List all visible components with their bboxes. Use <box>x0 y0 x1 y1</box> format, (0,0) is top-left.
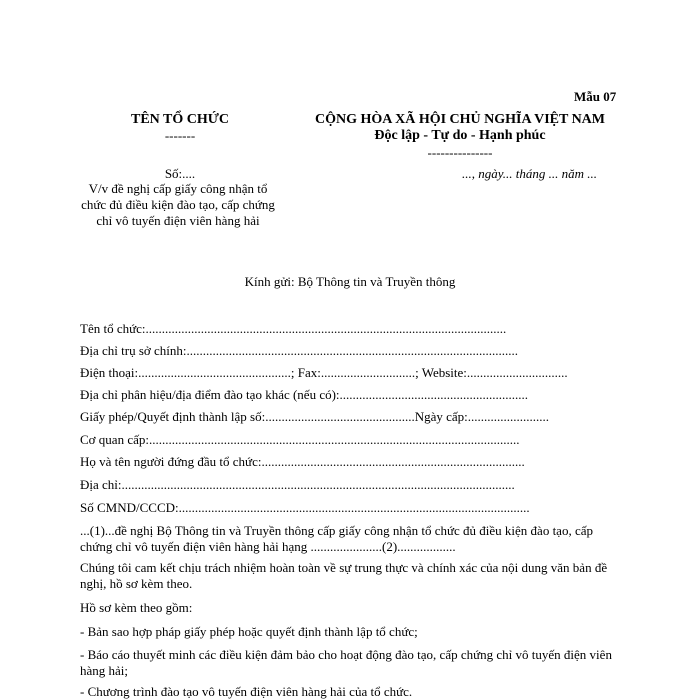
motto-divider: --------------- <box>427 145 493 160</box>
recipient-line: Kính gửi: Bộ Thông tin và Truyền thông <box>244 274 456 289</box>
attachment-item: - Báo cáo thuyết minh các điều kiện đảm bảo cho hoạt động đào tạo, cấp chứng chỉ vô tuyến điện viên hàng hải; <box>80 647 612 678</box>
attachments-heading: Hồ sơ kèm theo gồm: <box>80 600 193 615</box>
field-branch-address: Địa chỉ phân hiệu/địa điểm đào tạo khác (nếu có):.......................................................... <box>80 387 529 402</box>
document-number: Số:.... <box>164 166 196 181</box>
national-motto: Độc lập - Tự do - Hạnh phúc <box>374 128 546 143</box>
field-id-number: Số CMND/CCCD:............................................................................................................ <box>80 500 530 515</box>
field-head-office: Địa chỉ trụ sở chính:...................................................................................................... <box>80 343 519 358</box>
field-issuing-agency: Cơ quan cấp:.................................................................................................................. <box>80 432 520 447</box>
national-title: CỘNG HÒA XÃ HỘI CHỦ NGHĨA VIỆT NAM <box>314 112 605 127</box>
field-contact: Điện thoại:...............................................; Fax:.............................; Website:............................... <box>80 365 568 380</box>
field-license: Giấy phép/Quyết định thành lập số:..............................................Ngày cấp:......................... <box>80 409 550 424</box>
document-subject: V/v đề nghị cấp giấy công nhận tổ chức đủ điều kiện đào tạo, cấp chứng chỉ vô tuyến điện viên hàng hải <box>81 181 275 228</box>
commitment-paragraph: Chúng tôi cam kết chịu trách nhiệm hoàn toàn về sự trung thực và chính xác của nội dung văn bản đề nghị, hồ sơ kèm theo. <box>80 560 608 591</box>
organization-name: TÊN TỔ CHỨC <box>130 112 229 127</box>
form-mark: Mẫu 07 <box>574 89 617 104</box>
field-address: Địa chỉ:......................................................................................................................... <box>80 477 515 492</box>
field-org-name: Tên tổ chức:............................................................................................................... <box>80 321 507 336</box>
attachment-item: - Bản sao hợp pháp giấy phép hoặc quyết định thành lập tổ chức; <box>80 624 418 639</box>
request-paragraph: ...(1)...đề nghị Bộ Thông tin và Truyền thông cấp giấy công nhận tổ chức đủ điều kiện đào tạo, cấp chứng chỉ vô tuyến điện viên hàng hải hạng ......................(2).................. <box>80 523 593 554</box>
field-head-name: Họ và tên người đứng đầu tổ chức:................................................................................. <box>80 454 525 469</box>
attachment-item: - Chương trình đào tạo vô tuyến điện viên hàng hải của tổ chức. <box>80 684 413 699</box>
organization-divider: ------- <box>164 128 196 143</box>
document-date: ..., ngày... tháng ... năm ... <box>462 166 598 181</box>
